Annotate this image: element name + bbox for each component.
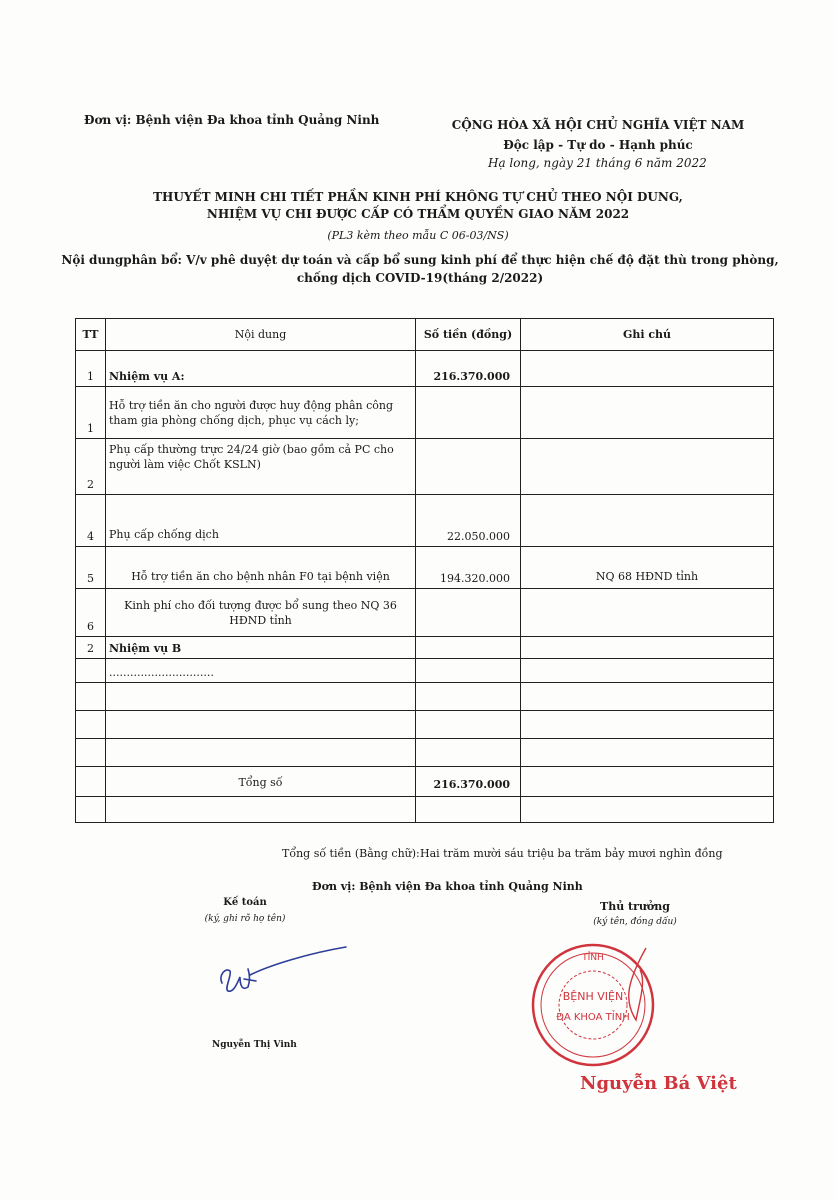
- content-line2: chống dịch COVID-19(tháng 2/2022): [296, 271, 544, 285]
- seal-line2: ĐA KHOA TỈNH: [556, 1012, 630, 1023]
- row-content: Nhiệm vụ A:: [106, 351, 416, 387]
- total-amount: 216.370.000: [416, 767, 521, 797]
- row-content: Phụ cấp chống dịch: [106, 495, 416, 547]
- seal-line1: BỆNH VIỆN: [562, 990, 624, 1003]
- row-note: [521, 637, 774, 659]
- row-content: Phụ cấp thường trực 24/24 giờ (bao gồm cả PC cho người làm việc Chốt KSLN): [106, 439, 416, 495]
- doc-title-line2: NHIỆM VỤ CHI ĐƯỢC CẤP CÓ THẨM QUYỀN GIAO NĂM 2022: [206, 207, 630, 221]
- row-amount: [416, 439, 521, 495]
- amount-words-label: Tổng số tiền (Bằng chữ):: [282, 847, 420, 860]
- table-row: [76, 387, 774, 439]
- row-content: Kinh phí cho đối tượng được bổ sung theo NQ 36 HĐND tỉnh: [106, 589, 416, 637]
- header-content: Nội dung: [106, 319, 416, 351]
- row-note: [521, 495, 774, 547]
- table-row: [76, 495, 774, 547]
- header-amount: Số tiền (đồng): [416, 319, 521, 351]
- doc-title-line1: THUYẾT MINH CHI TIẾT PHẦN KINH PHÍ KHÔNG TỰ CHỦ THEO NỘI DUNG,: [153, 190, 683, 204]
- row-amount: 22.050.000: [416, 495, 521, 547]
- row-content: Hỗ trợ tiền ăn cho bệnh nhân F0 tại bệnh viện: [106, 547, 416, 589]
- accountant-signature-icon: [210, 945, 350, 1005]
- row-tt: 6: [76, 589, 106, 637]
- row-tt: 1: [76, 387, 106, 439]
- head-title: Thủ trưởng: [600, 900, 670, 913]
- header-tt: TT: [76, 319, 106, 351]
- table-row-empty: [76, 711, 774, 739]
- total-label: Tổng số: [106, 767, 416, 797]
- row-tt: 2: [76, 439, 106, 495]
- table-row: [76, 637, 774, 659]
- row-tt: 2: [76, 637, 106, 659]
- row-content: ..............................: [106, 659, 416, 683]
- row-note: [521, 589, 774, 637]
- row-amount: 216.370.000: [416, 351, 521, 387]
- table-row: [76, 547, 774, 589]
- header-note: Ghi chú: [521, 319, 774, 351]
- row-note: [521, 351, 774, 387]
- table-row: [76, 659, 774, 683]
- row-note: [521, 439, 774, 495]
- row-content: Nhiệm vụ B: [106, 637, 416, 659]
- motto: Độc lập - Tự do - Hạnh phúc: [503, 138, 693, 152]
- row-amount: [416, 387, 521, 439]
- head-name: Nguyễn Bá Việt: [580, 1073, 737, 1094]
- accountant-note: (ký, ghi rõ họ tên): [204, 914, 286, 924]
- table-row-empty: [76, 797, 774, 823]
- row-tt: [76, 659, 106, 683]
- seal-top-text: TỈNH: [582, 953, 604, 963]
- head-note: (ký tên, đóng dấu): [593, 917, 677, 927]
- budget-table: [75, 318, 774, 823]
- table-row: [76, 351, 774, 387]
- table-row: [76, 439, 774, 495]
- row-note: [521, 387, 774, 439]
- row-note: NQ 68 HĐND tỉnh: [521, 547, 774, 589]
- doc-subtitle: (PL3 kèm theo mẫu C 06-03/NS): [327, 229, 509, 242]
- table-row-empty: [76, 739, 774, 767]
- issue-date: Hạ long, ngày 21 tháng 6 năm 2022: [488, 156, 707, 170]
- table-row-empty: [76, 683, 774, 711]
- row-amount: [416, 589, 521, 637]
- table-total-row: [76, 767, 774, 797]
- row-amount: [416, 637, 521, 659]
- row-amount: 194.320.000: [416, 547, 521, 589]
- row-tt: 4: [76, 495, 106, 547]
- content-line1: Nội dungphân bổ: V/v phê duyệt dự toán và cấp bổ sung kinh phí để thực hiện chế độ đặt thù trong phòng,: [61, 253, 779, 267]
- row-amount: [416, 659, 521, 683]
- accountant-title: Kế toán: [223, 897, 267, 908]
- accountant-name: Nguyễn Thị Vinh: [212, 1040, 297, 1050]
- amount-words-value: Hai trăm mười sáu triệu ba trăm bảy mươi nghìn đồng: [420, 847, 723, 860]
- row-tt: 5: [76, 547, 106, 589]
- unit-name: Đơn vị: Bệnh viện Đa khoa tỉnh Quảng Ninh: [84, 113, 380, 127]
- table-row: [76, 589, 774, 637]
- republic-heading: CỘNG HÒA XÃ HỘI CHỦ NGHĨA VIỆT NAM: [451, 118, 745, 132]
- row-content: Hỗ trợ tiền ăn cho người được huy động phân công tham gia phòng chống dịch, phục vụ cách ly;: [106, 387, 416, 439]
- row-tt: 1: [76, 351, 106, 387]
- hospital-seal-icon: [528, 940, 658, 1070]
- row-note: [521, 659, 774, 683]
- signature-unit: Đơn vị: Bệnh viện Đa khoa tỉnh Quảng Ninh: [312, 880, 583, 893]
